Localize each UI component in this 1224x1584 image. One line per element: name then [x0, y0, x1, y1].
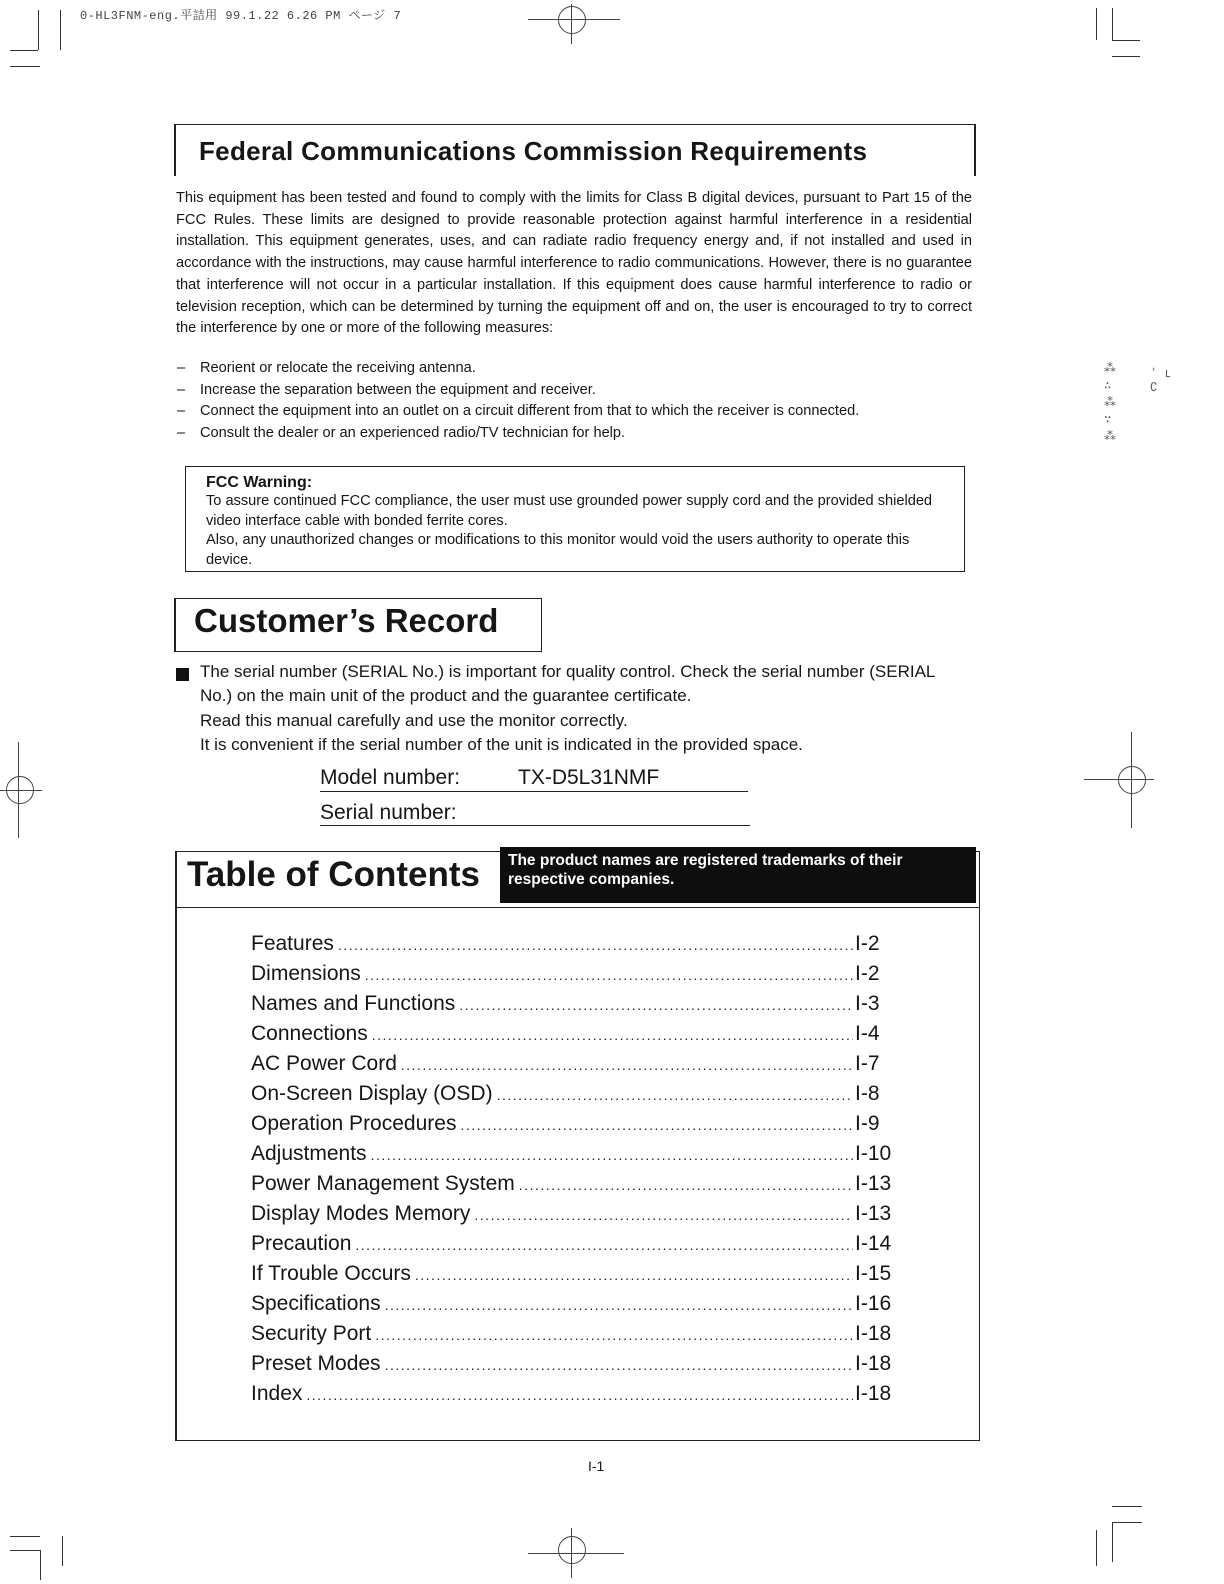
customer-record-heading: Customer’s Record — [194, 602, 499, 639]
toc-entry-page: I-3 — [855, 992, 880, 1015]
crop-mark — [10, 50, 38, 51]
crop-mark — [1096, 8, 1097, 40]
crop-mark — [1112, 1506, 1142, 1507]
fcc-body-text: This equipment has been tested and found to comply with the limits for Class B digital devices, pursuant to Part 15 of the FCC Rules. These limits are designed to provide reasonable protection against harmful interference in a residential installation. This equipment generates, uses, and can radiate radio frequency energy and, if not installed and used in accordance with the instructions, may cause harmful interference to radio communications. However, there is no guarantee that interference will not occur in a particular installation. If this equipment does cause harmful interference to radio or television reception, which can be determined by turning the equipment off and on, the user is encouraged to try to correct the interference by one or more of the following measures: — [176, 190, 972, 337]
toc-leader — [460, 1117, 853, 1133]
toc-entry-page: I-10 — [855, 1142, 892, 1165]
toc-leader — [365, 967, 853, 983]
toc-entry-page: I-7 — [855, 1052, 880, 1075]
toc-leader — [306, 1387, 853, 1403]
toc-entry[interactable] — [251, 1172, 901, 1202]
crop-mark — [1112, 1522, 1142, 1523]
toc-entry-label: Adjustments — [251, 1142, 367, 1165]
customer-record-line: It is convenient if the serial number of the unit is indicated in the provided space. — [200, 735, 803, 755]
toc-entry-page: I-13 — [855, 1172, 892, 1195]
toc-entry-page: I-14 — [855, 1232, 892, 1255]
toc-entry[interactable] — [251, 962, 901, 992]
crop-mark — [1096, 1530, 1097, 1566]
toc-entry-label: Power Management System — [251, 1172, 515, 1195]
customer-record-line: Read this manual carefully and use the monitor correctly. — [200, 710, 628, 730]
fcc-warning-title: FCC Warning: — [206, 474, 313, 491]
toc-leader — [372, 1027, 853, 1043]
toc-entry-page: I-13 — [855, 1202, 892, 1225]
crop-mark — [10, 66, 40, 67]
toc-entry[interactable] — [251, 1142, 901, 1172]
toc-entry[interactable] — [251, 1262, 901, 1292]
trademark-banner: The product names are registered trademarks of their respective companies. — [500, 847, 976, 903]
crop-mark — [60, 10, 61, 50]
fcc-warning-text — [206, 492, 951, 570]
toc-entry[interactable] — [251, 1232, 901, 1262]
toc-leader — [385, 1357, 853, 1373]
fcc-warning-line: To assure continued FCC compliance, the user must use grounded power supply cord and the provided shielded video interface cable with bonded ferrite cores. — [206, 493, 933, 529]
customer-record-text — [200, 660, 940, 758]
registration-mark — [552, 0, 592, 40]
fcc-heading: Federal Communications Commission Requirements — [199, 136, 868, 166]
toc-entry[interactable] — [251, 1082, 901, 1112]
toc-leader — [474, 1207, 853, 1223]
toc-entry-label: If Trouble Occurs — [251, 1262, 411, 1285]
toc-leader — [355, 1237, 853, 1253]
toc-entry-page: I-9 — [855, 1112, 880, 1135]
toc-leader — [401, 1057, 853, 1073]
toc-leader — [459, 997, 853, 1013]
margin-smudge: ⁂ ∴ ⁂ ∵ ⁂ — [1104, 361, 1116, 443]
print-slug: 0-HL3FNM-eng.平詰用 99.1.22 6.26 PM ページ 7 — [80, 9, 402, 23]
toc-leader — [415, 1267, 853, 1283]
bullet-square-icon — [176, 668, 189, 681]
toc-entry[interactable] — [251, 1112, 901, 1142]
crop-mark — [62, 1536, 63, 1566]
registration-mark — [1084, 779, 1154, 780]
toc-leader — [519, 1177, 853, 1193]
model-number-field — [320, 766, 660, 790]
registration-mark — [571, 4, 572, 44]
toc-leader — [338, 937, 853, 953]
serial-number-underline — [320, 825, 750, 826]
list-item: – Connect the equipment into an outlet on a circuit different from that to which the receiver is connected. — [176, 401, 972, 423]
crop-mark — [1112, 56, 1140, 57]
model-number-label: Model number: — [320, 766, 461, 789]
toc-entry[interactable] — [251, 1292, 901, 1322]
toc-leader — [371, 1147, 853, 1163]
serial-number-field[interactable] — [320, 801, 457, 825]
page-number: I-1 — [588, 1458, 605, 1474]
list-item: – Reorient or relocate the receiving antenna. — [176, 358, 972, 380]
crop-mark — [1112, 8, 1113, 40]
toc-entry-label: Names and Functions — [251, 992, 456, 1015]
toc-entry[interactable] — [251, 1382, 901, 1412]
toc-list — [251, 932, 901, 1412]
registration-mark — [528, 1553, 624, 1554]
toc-heading: Table of Contents — [187, 855, 480, 894]
registration-mark — [0, 790, 42, 791]
registration-mark — [1131, 732, 1132, 828]
toc-entry-page: I-15 — [855, 1262, 892, 1285]
toc-entry-label: Display Modes Memory — [251, 1202, 471, 1225]
crop-mark — [10, 1550, 40, 1551]
model-number-value: TX-D5L31NMF — [518, 766, 660, 789]
toc-entry-page: I-18 — [855, 1322, 892, 1345]
toc-entry[interactable] — [251, 1202, 901, 1232]
toc-entry-page: I-2 — [855, 962, 880, 985]
toc-entry-page: I-2 — [855, 932, 880, 955]
registration-mark — [1112, 760, 1152, 800]
list-item: – Consult the dealer or an experienced radio/TV technician for help. — [176, 423, 972, 445]
customer-record-line: The serial number (SERIAL No.) is important for quality control. Check the serial number (SERIAL No.) on the main unit of the product and the guarantee certificate. — [200, 662, 935, 706]
toc-entry-page: I-18 — [855, 1382, 892, 1405]
crop-mark — [10, 1536, 40, 1537]
toc-entry-page: I-4 — [855, 1022, 880, 1045]
crop-mark — [40, 1550, 41, 1580]
toc-leader — [375, 1327, 853, 1343]
toc-entry-label: Precaution — [251, 1232, 352, 1255]
toc-entry-label: Specifications — [251, 1292, 381, 1315]
toc-leader — [497, 1087, 853, 1103]
registration-mark — [528, 19, 620, 20]
toc-entry-page: I-18 — [855, 1352, 892, 1375]
model-number-underline — [320, 791, 748, 792]
list-item: – Increase the separation between the equipment and receiver. — [176, 380, 972, 402]
serial-number-label: Serial number: — [320, 801, 457, 824]
toc-entry-label: Features — [251, 932, 334, 955]
toc-entry-label: Connections — [251, 1022, 368, 1045]
toc-entry[interactable] — [251, 1352, 901, 1382]
toc-entry-label: Dimensions — [251, 962, 361, 985]
toc-entry-label: Operation Procedures — [251, 1112, 457, 1135]
toc-entry-label: AC Power Cord — [251, 1052, 397, 1075]
toc-entry-page: I-8 — [855, 1082, 880, 1105]
toc-divider — [175, 907, 980, 908]
toc-entry-label: Preset Modes — [251, 1352, 381, 1375]
toc-entry[interactable] — [251, 1322, 901, 1352]
toc-entry-label: Index — [251, 1382, 303, 1405]
margin-smudge: ՙ ւ ∁ — [1150, 366, 1172, 394]
registration-mark — [18, 742, 19, 838]
toc-entry[interactable] — [251, 932, 901, 962]
toc-entry[interactable] — [251, 992, 901, 1022]
fcc-warning-line: Also, any unauthorized changes or modifications to this monitor would void the users authority to operate this device. — [206, 532, 910, 568]
toc-entry-page: I-16 — [855, 1292, 892, 1315]
registration-mark — [571, 1528, 572, 1578]
fcc-measures-list — [176, 358, 972, 445]
toc-entry[interactable] — [251, 1022, 901, 1052]
toc-entry-label: Security Port — [251, 1322, 372, 1345]
registration-mark — [552, 1530, 592, 1570]
crop-mark — [1112, 40, 1140, 41]
crop-mark — [38, 10, 39, 50]
toc-entry[interactable] — [251, 1052, 901, 1082]
toc-entry-label: On-Screen Display (OSD) — [251, 1082, 493, 1105]
toc-leader — [385, 1297, 853, 1313]
crop-mark — [1112, 1522, 1113, 1562]
